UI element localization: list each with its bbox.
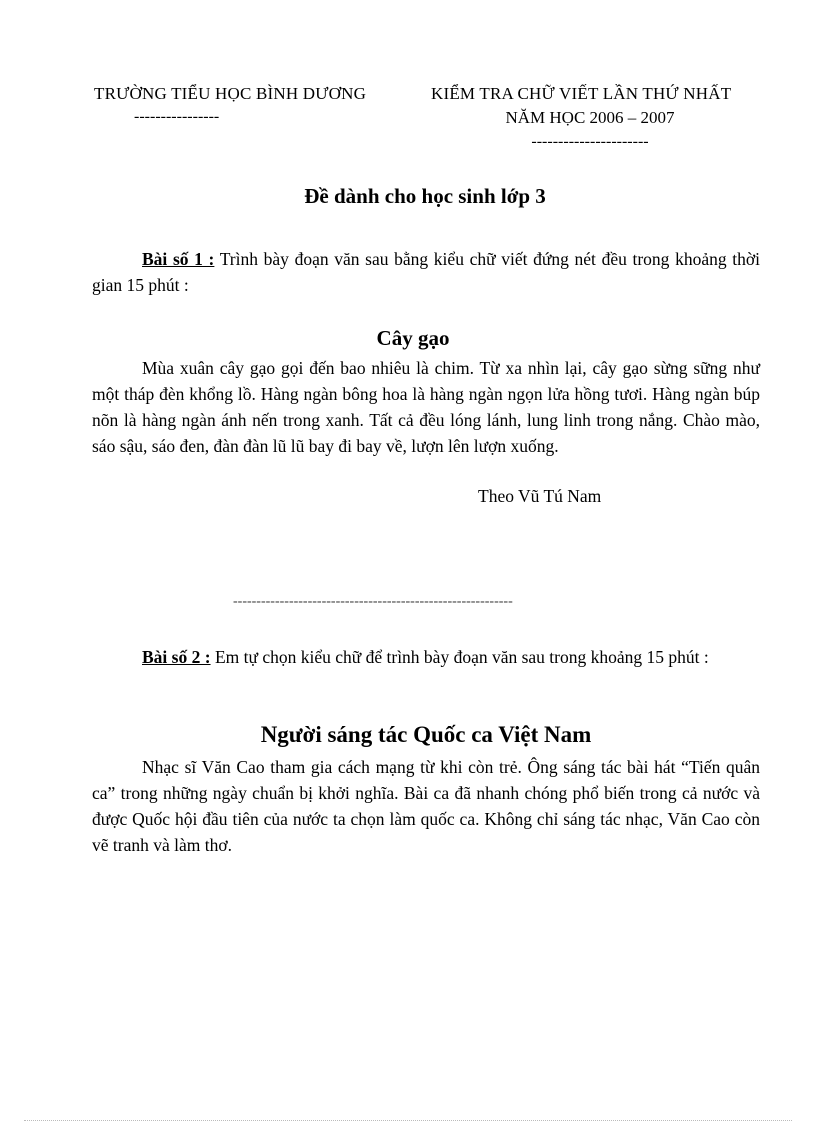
task2-label: Bài số 2 : [142,647,211,667]
exam-title: KIỂM TRA CHỮ VIẾT LẦN THỨ NHẤT [431,84,732,103]
passage2-title: Người sáng tác Quốc ca Việt Nam [260,722,592,747]
school-divider: ---------------- [134,108,220,125]
passage1-author: Theo Vũ Tú Nam [478,486,602,506]
task1-instruction: Trình bày đoạn văn sau bằng kiểu chữ viết đứng nét đều trong khoảng thời gian 15 phút : [92,249,760,295]
task2-instruction: Em tự chọn kiểu chữ để trình bày đoạn văn sau trong khoảng 15 phút : [210,647,709,667]
page-bottom-edge [24,1120,792,1121]
passage2-block [92,754,760,858]
passage1-text: Mùa xuân cây gạo gọi đến bao nhiêu là chim. Từ xa nhìn lại, cây gạo sừng sững như một tháp đèn khổng lồ. Hàng ngàn bông hoa là hàng ngàn ngọn lửa hồng tươi. Hàng ngàn búp nõn là hàng ngàn ánh nến trong xanh. Tất cả đều lóng lánh, lung linh trong nắng. Chào mào, sáo sậu, sáo đen, đàn đàn lũ lũ bay đi bay về, lượn lên lượn xuống. [92,358,760,456]
passage1-title: Cây gạo [376,326,450,350]
passage2-text: Nhạc sĩ Văn Cao tham gia cách mạng từ khi còn trẻ. Ông sáng tác bài hát “Tiến quân ca” trong những ngày chuẩn bị khởi nghĩa. Bài ca đã nhanh chóng phổ biến trong cả nước và được Quốc hội đầu tiên của nước ta chọn làm quốc ca. Không chỉ sáng tác nhạc, Văn Cao còn vẽ tranh và làm thơ. [92,757,760,855]
grade-title: Đề dành cho học sinh lớp 3 [304,184,546,208]
task1-instruction-block [92,246,760,298]
task1-label: Bài số 1 : [142,249,215,269]
passage1-block [92,355,760,459]
exam-divider: ---------------------- [531,133,649,150]
school-year: NĂM HỌC 2006 – 2007 [505,108,675,127]
task2-instruction-block [92,644,760,670]
school-name: TRƯỜNG TIỂU HỌC BÌNH DƯƠNG [94,84,367,103]
section-divider: ------------------------------------------------------------ [233,594,513,609]
